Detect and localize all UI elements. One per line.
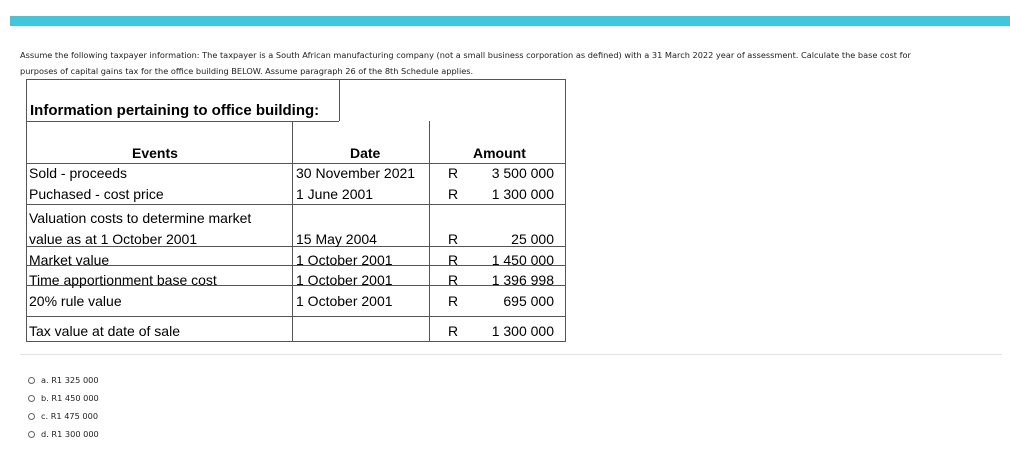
col-divider-date: [292, 121, 293, 342]
header-amount: Amount: [473, 145, 526, 161]
question-text: [20, 47, 995, 79]
row-4-date: 1 October 2001: [296, 272, 393, 288]
option-a-label[interactable]: a. R1 325 000: [41, 375, 99, 385]
row-0-event: Sold - proceeds: [29, 165, 128, 181]
row-6-amount: 1 300 000: [491, 323, 554, 339]
divider: [20, 354, 1002, 355]
row-6-event: Tax value at date of sale: [29, 323, 180, 339]
row-4-amount: 1 396 998: [491, 272, 554, 288]
row-3-date: 1 October 2001: [296, 252, 393, 268]
row-2-currency: R: [447, 231, 459, 247]
row-4-event: Time apportionment base cost: [29, 272, 217, 288]
option-b-label[interactable]: b. R1 450 000: [41, 393, 99, 403]
row-5-event: 20% rule value: [29, 293, 122, 309]
row-1-currency: R: [447, 186, 459, 202]
answer-options: [28, 371, 99, 443]
row-0-date: 30 November 2021: [296, 165, 416, 181]
row-5-amount: 695 000: [503, 293, 554, 309]
radio-button[interactable]: [28, 395, 35, 402]
row-3-currency: R: [447, 252, 459, 268]
info-table: [26, 79, 566, 342]
option-d-label[interactable]: d. R1 300 000: [41, 429, 99, 439]
row-5-currency: R: [447, 293, 459, 309]
radio-button[interactable]: [28, 431, 35, 438]
accent-bar: [10, 16, 1010, 26]
option-c-label[interactable]: c. R1 475 000: [41, 411, 99, 421]
col-divider-amount: [429, 121, 430, 342]
radio-button[interactable]: [28, 413, 35, 420]
row-2-date: 15 May 2004: [296, 231, 377, 247]
row-1-amount: 1 300 000: [491, 186, 554, 202]
row-4-currency: R: [447, 272, 459, 288]
question-line-2: purposes of capital gains tax for the office building BELOW. Assume paragraph 26 of the 8th Schedule applies.: [20, 66, 474, 76]
row-0-amount: 3 500 000: [491, 165, 554, 181]
row-2-amount: 25 000: [511, 231, 554, 247]
row-2-event-cont: value as at 1 October 2001: [29, 231, 198, 247]
row-divider: [27, 316, 565, 317]
option-a[interactable]: [28, 371, 99, 389]
option-c[interactable]: [28, 407, 99, 425]
header-date: Date: [350, 145, 381, 161]
radio-button[interactable]: [28, 377, 35, 384]
row-6-currency: R: [447, 323, 459, 339]
header-events: Events: [132, 145, 178, 161]
row-0-currency: R: [447, 165, 459, 181]
row-1-event: Puchased - cost price: [29, 186, 164, 202]
row-5-date: 1 October 2001: [296, 293, 393, 309]
option-b[interactable]: [28, 389, 99, 407]
row-divider: [27, 204, 565, 205]
row-3-amount: 1 450 000: [491, 252, 554, 268]
row-3-event: Market value: [29, 252, 110, 268]
table-title: Information pertaining to office building:: [30, 102, 320, 119]
row-2-event: Valuation costs to determine market: [29, 210, 252, 226]
question-line-1: Assume the following taxpayer information: The taxpayer is a South African manufacturing company (not a small business corporation as defined) with a 31 March 2022 year of assessment. Calculate the base cost for: [20, 50, 911, 60]
row-divider: [27, 163, 565, 164]
row-1-date: 1 June 2001: [296, 186, 374, 202]
option-d[interactable]: [28, 425, 99, 443]
title-right-border: [339, 80, 340, 121]
